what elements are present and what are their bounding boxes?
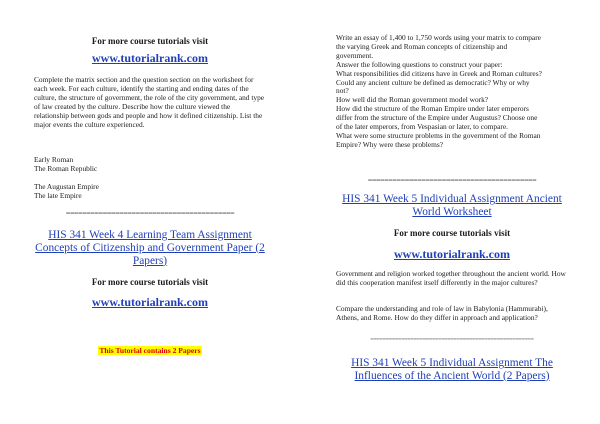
essay-line: Answer the following questions to construct your paper: [336, 59, 503, 69]
essay-line: How did the structure of the Roman Empire under later emperors [336, 104, 529, 114]
culture-item: The late Empire [34, 190, 82, 200]
culture-item: The Augustan Empire [34, 181, 99, 191]
essay-line: the varying Greek and Roman concepts of citizenship and [336, 41, 508, 51]
culture-list [34, 156, 266, 201]
course-visit-text: For more course tutorials visit [393, 228, 511, 238]
matrix-instructions: Complete the matrix section and the question section on the worksheet for each week. For each culture, identify the starting and ending dates of the culture, the structure of government, the role of the city government, and type of law created by the culture. Describe how the culture viewed the relationship between gods and people and how it defined citizenship. List the major events the culture experienced. [34, 75, 265, 129]
essay-line: of the later emperors, from Vespasian or later, to compare. [336, 122, 508, 132]
course-visit-text: For more course tutorials visit [91, 277, 209, 287]
right-page-column [336, 0, 568, 424]
essay-line: government. [336, 50, 374, 60]
tutorialrank-link[interactable]: www.tutorialrank.com [92, 51, 208, 65]
tutorial-badge-wrap [34, 340, 266, 358]
culture-item: Early Roman [34, 155, 74, 164]
left-page-column [34, 0, 266, 424]
essay-line: differ from the structure of the Empire under Augustus? Choose one [336, 113, 538, 123]
tutorialrank-link[interactable]: www.tutorialrank.com [92, 295, 208, 309]
section-divider: ========================================= [65, 209, 235, 218]
essay-line: How well did the Roman government model work? [336, 95, 489, 105]
essay-line: What were some structure problems in the government of the Roman [336, 130, 541, 140]
section-divider: ===================================================== [370, 337, 534, 343]
essay-line: Write an essay of 1,400 to 1,750 words using your matrix to compare [336, 33, 541, 42]
tutorialrank-link[interactable]: www.tutorialrank.com [394, 247, 510, 261]
essay-line: not? [336, 86, 349, 96]
course-visit-text: For more course tutorials visit [91, 36, 209, 46]
essay-line: Empire? Why were these problems? [336, 139, 443, 149]
essay-line: Could any ancient culture be defined as democratic? Why or why [336, 77, 530, 87]
section-divider: ========================================= [367, 176, 537, 185]
week5-influences-title[interactable]: HIS 341 Week 5 Individual Assignment The Influences of the Ancient World (2 Papers) [351, 357, 553, 382]
culture-item: The Roman Republic [34, 163, 98, 173]
religion-question: Government and religion worked together throughout the ancient world. How did this cooperation manifest itself differently in the major cultures? [336, 269, 566, 287]
essay-instructions [336, 34, 568, 150]
law-question: Compare the understanding and role of law in Babylonia (Hammurabi), Athens, and Rome. How do they differ in approach and application? [336, 304, 548, 322]
week5-worksheet-title[interactable]: HIS 341 Week 5 Individual Assignment Ancient World Worksheet [342, 193, 562, 218]
week4-assignment-title[interactable]: HIS 341 Week 4 Learning Team Assignment Concepts of Citizenship and Government Paper (2 Papers) [35, 229, 265, 267]
two-papers-badge: This Tutorial contains 2 Papers [99, 346, 201, 355]
essay-line: What responsibilities did citizens have in Greek and Roman cultures? [336, 68, 542, 78]
